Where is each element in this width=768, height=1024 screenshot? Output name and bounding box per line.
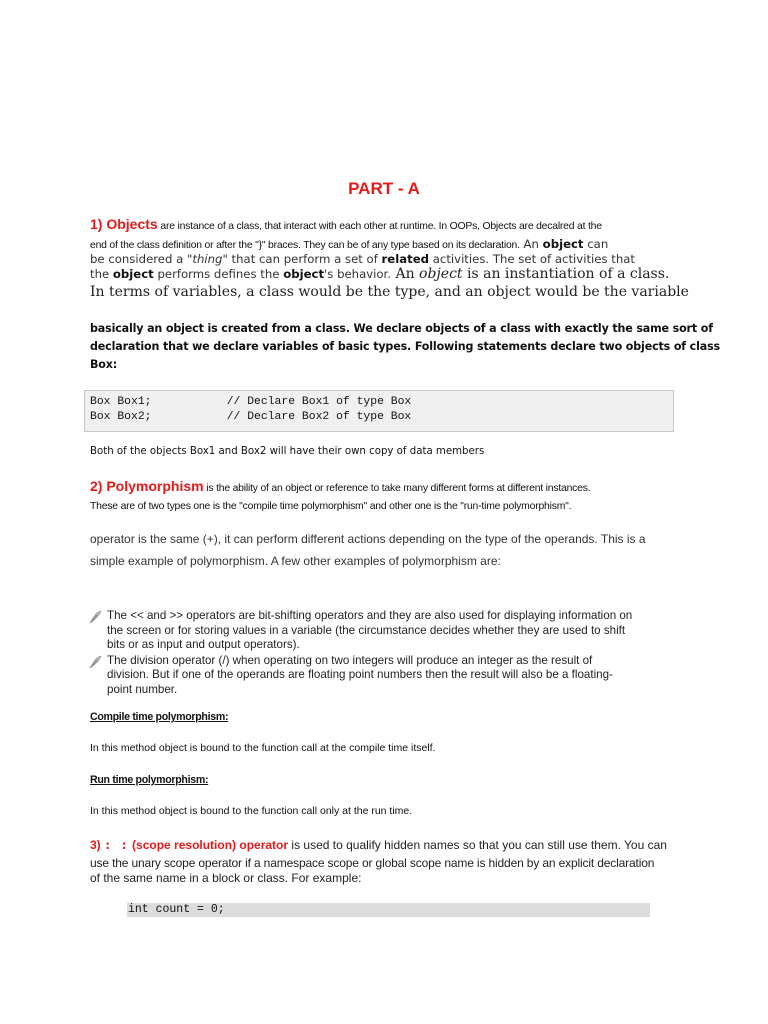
objects-line-1: 1) Objects are instance of a class, that interact with each other at runtime. In OOPs, Objects are decalred at the (90, 216, 602, 232)
compile-time-text: In this method object is bound to the function call at the compile time itself. (90, 742, 436, 754)
scope-line-1: 3) : : (scope resolution) operator is used to qualify hidden names so that you can still use them. You can (90, 838, 667, 852)
copy-note: Both of the objects Box1 and Box2 will have their own copy of data members (90, 446, 485, 457)
polymorphism-line-2: These are of two types one is the "compile time polymorphism" and other one is the "run-time polymorphism". (90, 501, 572, 512)
scope-paragraph: use the unary scope operator if a namespace scope or global scope name is hidden by an explicit declaration of the same name in a block or class. For example: (90, 856, 655, 885)
scope-number: 3) (90, 838, 105, 852)
polymorphism-heading: 2) Polymorphism (90, 478, 204, 494)
run-time-text: In this method object is bound to the function call only at the run time. (90, 805, 413, 817)
declare-paragraph: basically an object is created from a class. We declare objects of a class with exactly the same sort of declaration that we declare variables of basic types. Following statements declare two objects of class Box: (90, 322, 721, 371)
objects-line-3: be considered a "thing" that can perform a set of related activities. The set of activities that (90, 252, 636, 266)
list-item: The << and >> operators are bit-shifting operators and they are also used for displaying information on the screen or for storing values in a variable (the circumstance decides whether they are used to shift bits or as input and output operators). (88, 609, 688, 653)
code-line: Box Box2; // Declare Box2 of type Box (90, 411, 412, 423)
objects-heading: 1) Objects (90, 216, 158, 232)
page-title: PART - A (348, 179, 420, 198)
code-example-text: int count = 0; (128, 903, 225, 916)
code-example (127, 903, 650, 917)
code-line: Box Box1; // Declare Box1 of type Box (90, 396, 412, 408)
quill-bullet-icon (88, 610, 102, 624)
objects-line-4: the object performs defines the object's behavior. An object is an instantiation of a class. (90, 266, 670, 282)
objects-line-2: end of the class definition or after the "}" braces. They can be of any type based on its declaration. An object can (90, 237, 609, 251)
bullet-list (88, 609, 688, 698)
run-time-heading: Run time polymorphism: (90, 774, 209, 786)
compile-time-heading: Compile time polymorphism: (90, 711, 229, 723)
quill-bullet-icon (88, 655, 102, 669)
objects-line-5: In terms of variables, a class would be the type, and an object would be the variable (90, 284, 689, 300)
operator-paragraph: operator is the same (+), it can perform different actions depending on the type of the operands. This is a simple example of polymorphism. A few other examples of polymorphism are: (90, 532, 646, 568)
polymorphism-line-1: 2) Polymorphism is the ability of an object or reference to take many different forms at different instances. (90, 478, 591, 494)
code-block (84, 390, 674, 432)
list-item: The division operator (/) when operating on two integers will produce an integer as the result of division. But if one of the operands are floating point numbers then the result will also be a floating- point number. (88, 654, 688, 698)
scope-heading: (scope resolution) operator (128, 838, 289, 852)
scope-operator: : : (104, 838, 129, 852)
